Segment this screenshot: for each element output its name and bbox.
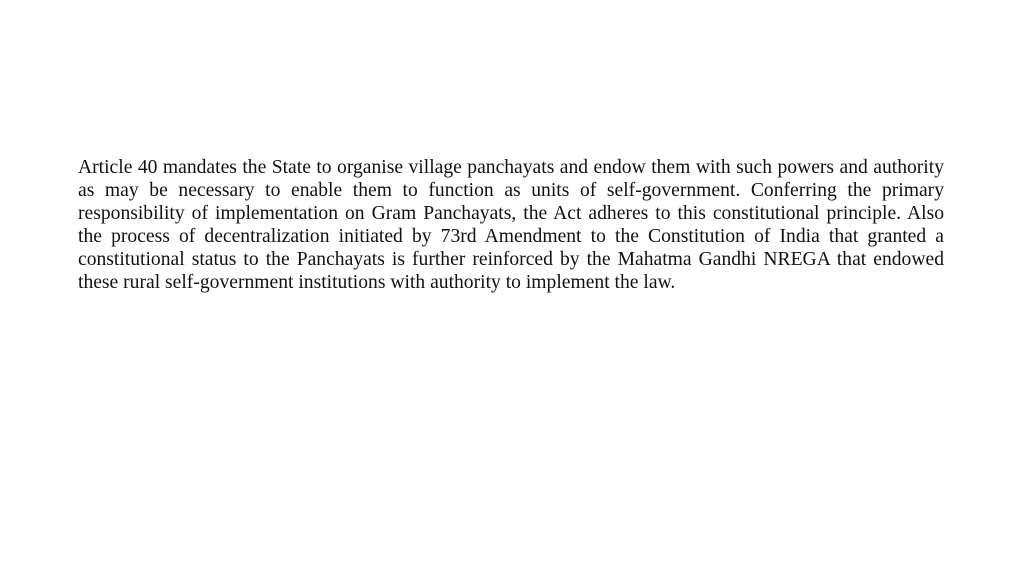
body-paragraph: Article 40 mandates the State to organise village panchayats and endow them with such powers and authority as may be necessary to enable them to function as units of self-government. Conferring the primary responsibility of implementation on Gram Panchayats, the Act adheres to this constitutional principle. Also the process of decentralization initiated by 73rd Amendment to the Constitution of India that granted a constitutional status to the Panchayats is further reinforced by the Mahatma Gandhi NREGA that endowed these rural self-government institutions with authority to implement the law. [78,157,944,294]
